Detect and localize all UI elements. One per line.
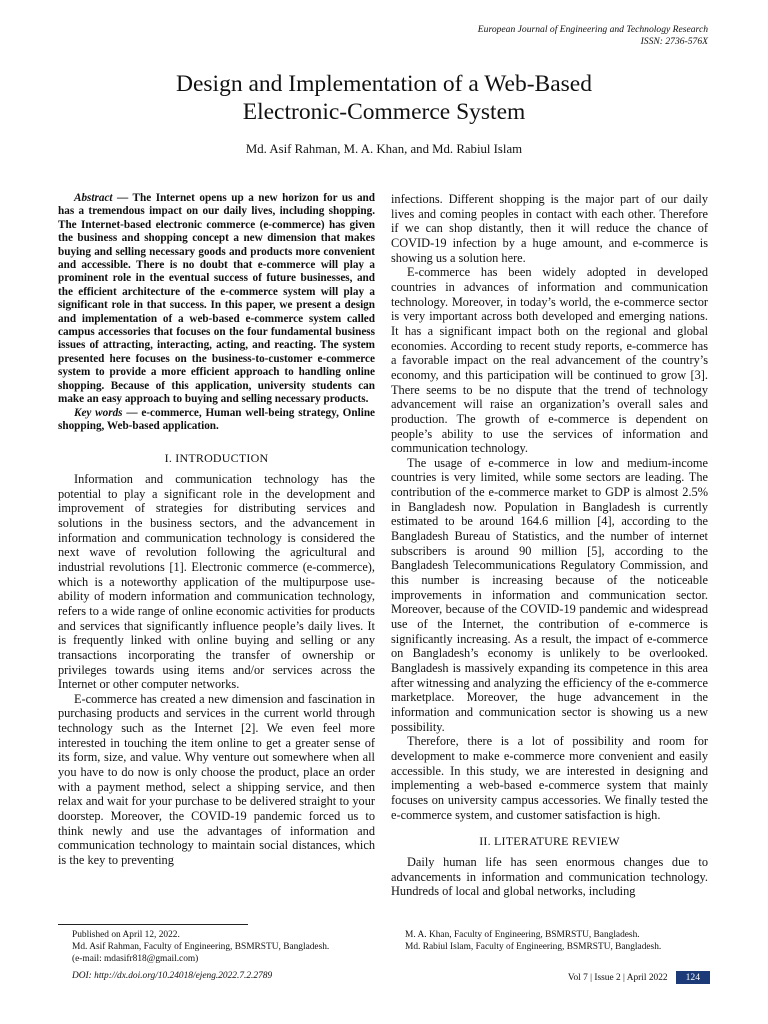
volume-footer — [568, 971, 710, 984]
right-paragraph-2: E-commerce has been widely adopted in developed countries in advances of information and communication technology. Moreover, in today’s world, the e-commerce sector is very important across both developed and emerging nations. It has a significant impact both on the regional and global economies. According to recent study reports, e-commerce has a favorable impact on the real advancement of the country’s economy, and this participation will be continued to grow [3]. There seems to be no dispute that the trend of technology advancement will raise an organization’s overall sales and production. The growth of e-commerce is dependent on people’s ability to use the services of information and communication technology. — [391, 265, 708, 456]
left-column — [58, 192, 375, 868]
section-heading-introduction: I. INTRODUCTION — [164, 451, 269, 466]
author-affiliation-3: Md. Rabiul Islam, Faculty of Engineering, BSMRSTU, Bangladesh. — [405, 942, 662, 952]
abstract-label: Abstract — [74, 192, 113, 204]
right-paragraph-3: The usage of e-commerce in low and medium-income countries is very limited, while some sectors are leading. The contribution of the e-commerce market to GDP is almost 2.5% in Bangladesh now. Population in Bangladesh is currently estimated to be around 164.6 million [4], according to the Bangladesh Bureau of Statistics, and the number of internet subscribers is around 90 million [5], according to the Bangladesh Telecommunications Regulatory Commission, and this number is increasing because of the noticeable improvements in information and communication sector. Moreover, because of the COVID-19 pandemic and widespread use of the Internet, the contribution of e-commerce is significantly increasing. As a result, the impact of e-commerce on Bangladesh’s economy is unlikely to be overlooked. Bangladesh is massively expanding its competence in this area after witnessing and analyzing the efficiency of the e-commerce marketplace. Moreover, the huge advancement in the information and communication sector is showing us a new possibility. — [391, 455, 708, 734]
abstract-text: — The Internet opens up a new horizon for us and has a tremendous impact on our daily lives, including shopping. The Internet-based electronic commerce (e-commerce) has given the business and shopping concept a new dimension that makes buying and selling necessary goods and products more convenient and accessible. There is no doubt that e-commerce will play a prominent role in the eventual success of future businesses, and the efficient architecture of the e-commerce system will play a significant role in that success. In this paper, we present a design and implementation of a web-based e-commerce system called campus accessories that focuses on the four fundamental business issues of attracting, interacting, acting, and reacting. The system presented here focuses on the business-to-customer e-commerce system to provide a more efficient approach to handling online shopping. Because of this application, university students can make an easy approach to buying and selling necessary products. — [58, 192, 375, 406]
journal-issn: ISSN: 2736-576X — [640, 36, 708, 47]
title-line-1: Design and Implementation of a Web-Based — [176, 71, 592, 97]
paper-title — [60, 70, 708, 126]
journal-header — [478, 24, 708, 48]
footnote-left — [72, 929, 372, 965]
right-paragraph-4: Therefore, there is a lot of possibility and room for development to make e-commerce more convenient and easily accessible. In this study, we are interested in designing and implementing a web-based e-commerce system that mainly focuses on university campus accessories. We finally tested the e-commerce system, and customer satisfaction is high. — [391, 734, 708, 822]
published-date: Published on April 12, 2022. — [72, 930, 180, 940]
volume-info: Vol 7 | Issue 2 | April 2022 — [567, 972, 668, 983]
footnote-right — [405, 929, 715, 953]
intro-paragraph-2: E-commerce has created a new dimension and fascination in purchasing products and services in the current world through technology such as the Internet [2]. We even feel more interested in touching the item online to get a greater sense of its form, size, and value. Why venture out somewhere when all you have to do now is only choose the product, place an order with a payment method, select a shipping service, and then relax and wait for your purchase to be delivered straight to your doorstep. Moreover, the COVID-19 pandemic forced us to think newly and use the advantages of information and communication technology to maintain social distances, which is the key to preventing — [58, 691, 375, 868]
abstract — [58, 192, 375, 407]
page-number: 124 — [676, 971, 710, 984]
section-heading-literature-review: II. LITERATURE REVIEW — [479, 834, 620, 849]
title-line-2: Electronic-Commerce System — [242, 99, 526, 125]
keywords — [58, 407, 375, 434]
intro-paragraph-1: Information and communication technology has the potential to play a significant role in the development and improvement of strategies for distributing services and solutions in the business sectors, and the advancement in information and communication technology is considered the next wave of revolution following the agricultural and industrial revolutions [1]. Electronic commerce (e-commerce), which is a noteworthy application of the multipurpose use-ability of modern information and communication technology, refers to a wide range of online economic activities for products and services that significantly influence people’s daily lives. It is frequently linked with online buying and selling or any transactions incorporating the transfer of ownership or privileges towards using items and/or services across the Internet or other computer networks. — [58, 471, 375, 692]
right-column — [391, 192, 708, 899]
journal-name: European Journal of Engineering and Technology Research — [477, 24, 708, 35]
right-paragraph-1: infections. Different shopping is the major part of our daily lives and coming peoples in contact with each other. Therefore if we can shop distantly, then it will reduce the chance of COVID-19 infection by a huge amount, and e-commerce is showing us a solution here. — [391, 192, 708, 265]
author-list: Md. Asif Rahman, M. A. Khan, and Md. Rabiul Islam — [245, 142, 523, 156]
keywords-label: Key words — [74, 406, 123, 419]
keywords-text: — e-commerce, Human well-being strategy, Online shopping, Web-based application. — [58, 406, 376, 432]
author-affiliation-2: M. A. Khan, Faculty of Engineering, BSMRSTU, Bangladesh. — [405, 930, 640, 940]
author-email: (e-mail: mdasifr818@gmail.com) — [72, 954, 199, 964]
doi-link[interactable]: DOI: http://dx.doi.org/10.24018/ejeng.2022.7.2.2789 — [72, 971, 273, 981]
footnote-rule — [58, 924, 248, 925]
right-paragraph-5: Daily human life has seen enormous changes due to advancements in information and communication technology. Hundreds of local and global networks, including — [391, 854, 708, 899]
author-affiliation-1: Md. Asif Rahman, Faculty of Engineering, BSMRSTU, Bangladesh. — [72, 942, 330, 952]
